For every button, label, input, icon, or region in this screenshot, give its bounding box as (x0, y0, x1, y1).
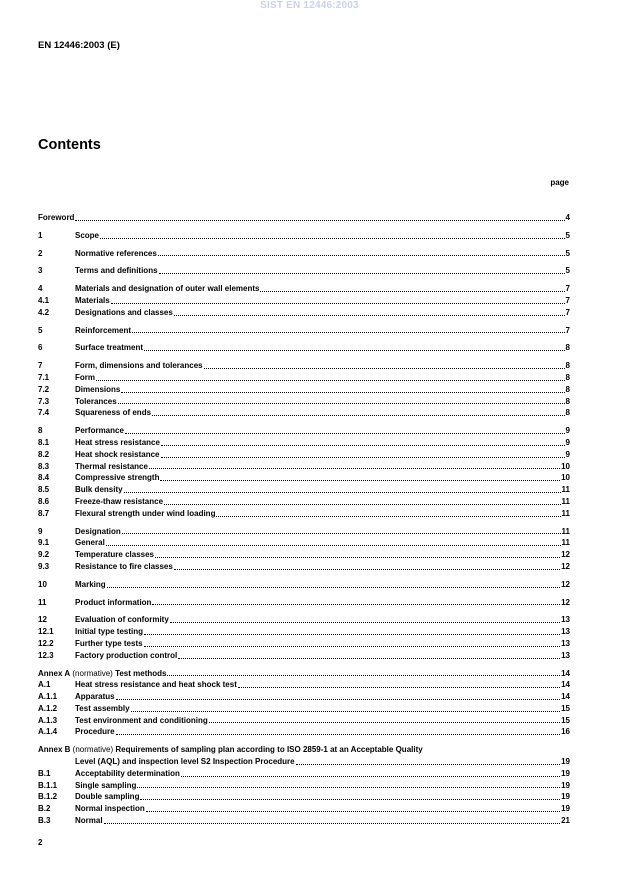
toc-entry-title: Performance (75, 426, 124, 436)
leader-dots (160, 480, 560, 481)
toc-entry-page: 21 (561, 816, 570, 826)
toc-entry-page: 11 (561, 526, 570, 536)
toc-entry-title: Level (AQL) and inspection level S2 Inspection Procedure (75, 757, 295, 767)
toc-entry-page: 11 (561, 508, 570, 518)
toc-entry-page: 5 (565, 230, 570, 240)
toc-entry-number: B.2 (38, 804, 51, 814)
page-column-label: page (550, 178, 569, 187)
toc-entry-title: Apparatus (75, 692, 115, 702)
annex-type: (normative) (70, 668, 116, 678)
toc-entry-number: B.1.1 (38, 780, 58, 790)
toc-entry-number: A.1.3 (38, 715, 58, 725)
leader-dots (121, 392, 564, 393)
toc-entry-page: 9 (565, 437, 570, 447)
annex-title: Requirements of sampling plan according to ISO 2859-1 at an Acceptable Quality (115, 745, 423, 755)
table-of-contents (38, 212, 570, 827)
toc-entry[interactable] (38, 396, 570, 408)
leader-dots (260, 291, 564, 292)
toc-entry-page: 8 (565, 396, 570, 406)
toc-entry-title: Evaluation of conformity (75, 615, 169, 625)
leader-dots (122, 533, 561, 534)
toc-entry-number: 12.3 (38, 650, 54, 660)
toc-entry[interactable] (38, 372, 570, 384)
leader-dots (116, 699, 561, 700)
toc-entry-title: Initial type testing (75, 627, 144, 637)
toc-entry-title: Terms and definitions (75, 266, 158, 276)
toc-entry[interactable] (38, 212, 570, 224)
toc-entry-page: 5 (565, 248, 570, 258)
toc-entry-title: Materials and designation of outer wall elements (75, 284, 260, 294)
leader-dots (111, 303, 565, 304)
toc-entry-page: 12 (561, 561, 570, 571)
leader-dots (152, 604, 560, 605)
toc-entry[interactable] (38, 768, 570, 780)
toc-entry-number: 8.5 (38, 485, 50, 495)
toc-entry[interactable] (38, 668, 570, 680)
toc-entry-number: 5 (38, 325, 43, 335)
toc-entry-number: 12.2 (38, 638, 54, 648)
toc-entry-page: 7 (565, 295, 570, 305)
toc-entry-title: Acceptability determination (75, 768, 180, 778)
toc-entry-number: 7.4 (38, 408, 50, 418)
toc-entry-title: Temperature classes (75, 550, 155, 560)
leader-dots (132, 332, 565, 333)
toc-entry-page: 19 (561, 768, 570, 778)
annex-type: (normative) (70, 745, 116, 755)
toc-entry-title: Thermal resistance (75, 461, 148, 471)
leader-dots (238, 687, 560, 688)
toc-entry-number: 8.4 (38, 473, 50, 483)
toc-entry[interactable] (38, 265, 570, 277)
toc-entry-number: 7.3 (38, 396, 50, 406)
toc-entry[interactable] (38, 650, 570, 662)
toc-entry-number: 4.2 (38, 307, 50, 317)
toc-entry-page: 9 (565, 449, 570, 459)
leader-dots (144, 634, 560, 635)
toc-entry-title: Single sampling (75, 780, 137, 790)
toc-entry[interactable] (38, 803, 570, 815)
toc-entry-number: 3 (38, 266, 43, 276)
toc-entry-title: Procedure (75, 727, 115, 737)
toc-entry[interactable] (38, 230, 570, 242)
toc-entry-page: 12 (561, 597, 570, 607)
leader-dots (146, 811, 560, 812)
toc-entry-number: 11 (38, 597, 47, 607)
toc-entry-page: 10 (561, 473, 570, 483)
toc-entry-page: 8 (565, 361, 570, 371)
toc-entry-page: 12 (561, 579, 570, 589)
toc-entry-page: 19 (561, 780, 570, 790)
toc-entry[interactable] (38, 384, 570, 396)
leader-dots (181, 776, 560, 777)
toc-entry[interactable] (38, 526, 570, 538)
annex-label: Annex B (38, 745, 71, 755)
toc-entry-page: 16 (561, 727, 570, 737)
toc-entry-title: Normative references (75, 248, 157, 258)
toc-entry-number: 4.1 (38, 295, 50, 305)
toc-entry[interactable] (38, 597, 570, 609)
toc-entry-title: Resistance to fire classes (75, 561, 173, 571)
toc-entry-number: 7.2 (38, 384, 50, 394)
annex-title: Test methods (115, 668, 167, 678)
toc-entry-page: 8 (565, 372, 570, 382)
toc-entry-page: 11 (561, 496, 570, 506)
toc-entry-number: B.1 (38, 768, 51, 778)
leader-dots (155, 557, 560, 558)
toc-entry-number: 8.3 (38, 461, 50, 471)
page-title: Contents (38, 137, 101, 153)
toc-entry-page: 13 (561, 627, 570, 637)
toc-entry-number: B.3 (38, 816, 51, 826)
toc-entry-page: 15 (561, 715, 570, 725)
toc-entry[interactable] (38, 579, 570, 591)
toc-entry-page: 19 (561, 792, 570, 802)
toc-entry[interactable] (38, 780, 570, 792)
toc-entry-title (38, 668, 166, 680)
leader-dots (116, 734, 561, 735)
toc-entry[interactable] (38, 496, 570, 508)
toc-entry-title: Normal (75, 816, 103, 826)
toc-entry[interactable] (38, 449, 570, 461)
toc-entry-title: Product information (75, 597, 152, 607)
leader-dots (216, 516, 560, 517)
toc-entry[interactable] (38, 791, 570, 803)
toc-entry-title (38, 744, 423, 756)
toc-entry-number: 4 (38, 284, 43, 294)
toc-entry-title: General (75, 538, 105, 548)
leader-dots (144, 350, 565, 351)
leader-dots (161, 457, 565, 458)
toc-entry[interactable] (38, 325, 570, 337)
toc-entry-page: 8 (565, 408, 570, 418)
leader-dots (161, 445, 565, 446)
toc-entry-title: Freeze-thaw resistance (75, 496, 164, 506)
toc-entry[interactable] (38, 425, 570, 437)
toc-entry-number: 7 (38, 361, 43, 371)
toc-entry[interactable] (38, 360, 570, 372)
toc-entry-title: Further type tests (75, 638, 143, 648)
toc-entry-number: A.1 (38, 680, 51, 690)
toc-entry-number: 9.2 (38, 550, 50, 560)
toc-entry-title: Surface treatment (75, 343, 144, 353)
leader-dots (204, 368, 565, 369)
toc-entry[interactable] (38, 472, 570, 484)
toc-entry[interactable] (38, 691, 570, 703)
toc-entry-page: 14 (561, 668, 570, 678)
toc-entry-number: 2 (38, 248, 43, 258)
annex-label: Annex A (38, 668, 71, 678)
toc-entry-title: Designations and classes (75, 307, 173, 317)
toc-entry[interactable] (38, 549, 570, 561)
leader-dots (104, 823, 561, 824)
toc-entry-page: 11 (561, 485, 570, 495)
leader-dots (149, 468, 560, 469)
toc-entry-title: Scope (75, 230, 100, 240)
toc-entry-page: 13 (561, 638, 570, 648)
toc-entry-title: Heat stress resistance and heat shock test (75, 680, 237, 690)
leader-dots (118, 403, 565, 404)
toc-entry-title: Squareness of ends (75, 408, 152, 418)
leader-dots (209, 722, 560, 723)
toc-entry-title: Reinforcement (75, 325, 132, 335)
toc-entry-page: 13 (561, 615, 570, 625)
leader-dots (124, 492, 561, 493)
toc-entry[interactable] (38, 537, 570, 549)
leader-dots (131, 711, 561, 712)
toc-entry[interactable] (38, 307, 570, 319)
toc-entry[interactable] (38, 679, 570, 691)
toc-entry[interactable] (38, 614, 570, 626)
toc-entry-page: 12 (561, 550, 570, 560)
toc-entry-number: 8.1 (38, 437, 50, 447)
toc-entry-page: 7 (565, 284, 570, 294)
toc-entry-page: 9 (565, 426, 570, 436)
toc-entry-title: Materials (75, 295, 110, 305)
leader-dots (107, 587, 560, 588)
toc-entry[interactable] (38, 561, 570, 573)
toc-entry[interactable] (38, 744, 570, 756)
toc-entry-title: Flexural strength under wind loading (75, 508, 216, 518)
toc-entry-number: 6 (38, 343, 43, 353)
toc-entry-page: 11 (561, 538, 570, 548)
toc-entry-title: Heat stress resistance (75, 437, 160, 447)
leader-dots (144, 646, 561, 647)
toc-entry-page: 13 (561, 650, 570, 660)
leader-dots (152, 415, 565, 416)
toc-entry[interactable] (38, 407, 570, 419)
toc-entry[interactable] (38, 484, 570, 496)
toc-entry-number: 7.1 (38, 372, 50, 382)
toc-entry-number: 1 (38, 230, 43, 240)
leader-dots (96, 380, 565, 381)
toc-entry-number: A.1.1 (38, 692, 58, 702)
toc-entry-title: Form, dimensions and tolerances (75, 361, 203, 371)
toc-entry-title: Form (75, 372, 95, 382)
watermark: SIST EN 12446:2003 (260, 0, 359, 11)
toc-entry[interactable] (38, 756, 570, 768)
toc-entry-title: Tolerances (75, 396, 117, 406)
toc-entry-number: 12 (38, 615, 47, 625)
toc-entry[interactable] (38, 508, 570, 520)
toc-entry[interactable] (38, 726, 570, 738)
toc-entry-page: 15 (561, 703, 570, 713)
toc-entry[interactable] (38, 342, 570, 354)
toc-entry-title: Designation (75, 526, 121, 536)
toc-entry-title: Test assembly (75, 703, 130, 713)
toc-entry-page: 8 (565, 384, 570, 394)
toc-entry-number: 10 (38, 579, 47, 589)
toc-entry-title: Factory production control (75, 650, 178, 660)
leader-dots (167, 675, 560, 676)
toc-entry-title: Bulk density (75, 485, 123, 495)
toc-entry[interactable] (38, 638, 570, 650)
leader-dots (174, 569, 560, 570)
toc-entry-title: Marking (75, 579, 106, 589)
toc-entry-number: 8.6 (38, 496, 50, 506)
toc-entry-page: 14 (561, 692, 570, 702)
toc-entry-title: Foreword (38, 213, 75, 222)
toc-entry-title: Normal inspection (75, 804, 145, 814)
leader-dots (296, 764, 560, 765)
leader-dots (125, 433, 565, 434)
toc-entry-title: Heat shock resistance (75, 449, 160, 459)
toc-entry-number: B.1.2 (38, 792, 58, 802)
toc-entry-page: 4 (565, 213, 570, 222)
toc-entry[interactable] (38, 437, 570, 449)
leader-dots (158, 255, 565, 256)
leader-dots (140, 799, 560, 800)
leader-dots (159, 273, 565, 274)
toc-entry-page: 14 (561, 680, 570, 690)
toc-entry-number: A.1.2 (38, 703, 58, 713)
toc-entry-title: Double sampling (75, 792, 140, 802)
toc-entry-number: 9.3 (38, 561, 50, 571)
leader-dots (100, 238, 565, 239)
leader-dots (137, 787, 560, 788)
toc-entry-number: 9.1 (38, 538, 50, 548)
toc-entry-page: 19 (561, 804, 570, 814)
leader-dots (174, 315, 565, 316)
toc-entry[interactable] (38, 295, 570, 307)
toc-entry-title: Compressive strength (75, 473, 160, 483)
toc-entry-page: 7 (565, 307, 570, 317)
toc-entry[interactable] (38, 248, 570, 260)
leader-dots (164, 504, 560, 505)
toc-entry-page: 19 (561, 757, 570, 767)
leader-dots (106, 545, 561, 546)
toc-entry-number: 8 (38, 426, 43, 436)
toc-entry[interactable] (38, 461, 570, 473)
toc-entry-number: 8.7 (38, 508, 50, 518)
toc-entry[interactable] (38, 715, 570, 727)
leader-dots (75, 220, 564, 221)
toc-entry-page: 5 (565, 266, 570, 276)
toc-entry-page: 10 (561, 461, 570, 471)
toc-entry-page: 8 (565, 343, 570, 353)
toc-entry[interactable] (38, 626, 570, 638)
toc-entry[interactable] (38, 283, 570, 295)
toc-entry-title: Test environment and conditioning (75, 715, 208, 725)
leader-dots (178, 658, 560, 659)
toc-entry[interactable] (38, 703, 570, 715)
toc-entry-number: A.1.4 (38, 727, 58, 737)
toc-entry-page: 7 (565, 325, 570, 335)
toc-entry-number: 12.1 (38, 627, 54, 637)
toc-entry-number: 8.2 (38, 449, 50, 459)
document-header: EN 12446:2003 (E) (38, 40, 120, 51)
toc-entry-title: Dimensions (75, 384, 121, 394)
toc-entry-number: 9 (38, 526, 43, 536)
toc-entry[interactable] (38, 815, 570, 827)
leader-dots (170, 622, 560, 623)
page-number: 2 (38, 838, 43, 847)
